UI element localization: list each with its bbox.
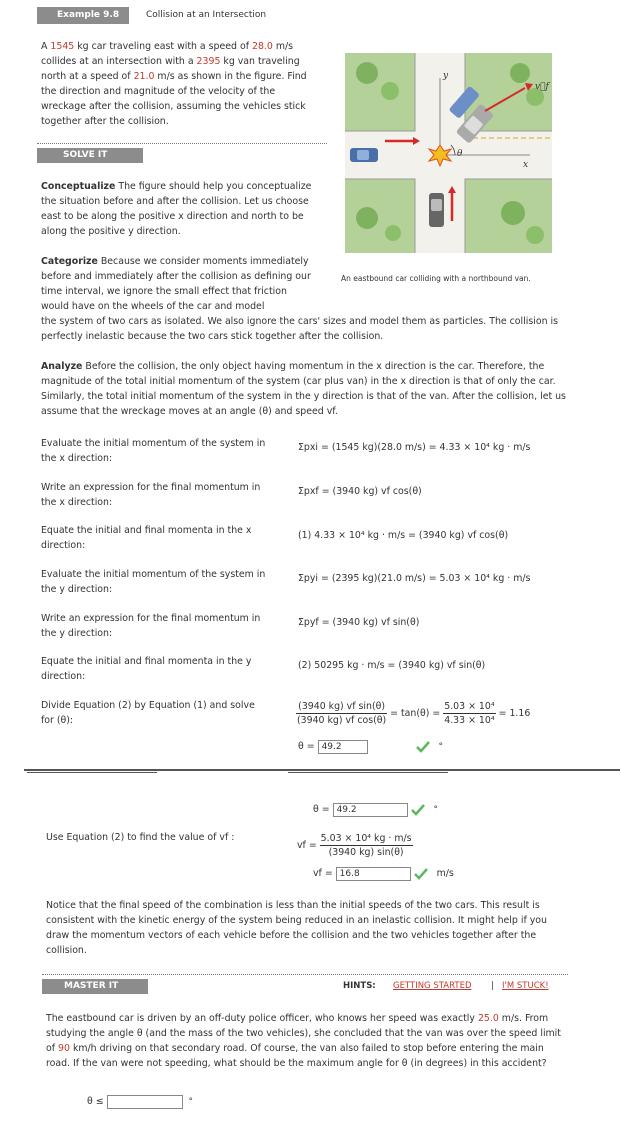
figure-label-vf: v⃗f [535, 82, 549, 92]
hints-label: HINTS: [343, 981, 376, 991]
figure-label-theta: θ [457, 149, 463, 159]
categorize-text-a: Categorize Because we consider moments immediately before and immediately after the collision as defining our time interval, we ignore the small effect that friction would have on the wheels of the car and model [41, 256, 311, 312]
master-it-label: MASTER IT [42, 979, 148, 994]
vf-answer-row: vf = 16.8 m/s [313, 868, 454, 879]
check-icon [414, 868, 428, 880]
solve-it-label: SOLVE IT [37, 148, 143, 163]
theta-input[interactable]: 49.2 [318, 740, 368, 754]
step-equation: (2) 50295 kg · m/s = (3940 kg) vf sin(θ) [298, 660, 486, 671]
collision-figure [345, 53, 552, 253]
step-equation: Σpyf = (3940 kg) vf sin(θ) [298, 617, 420, 628]
step-label: Evaluate the initial momentum of the system in the y direction: [41, 569, 266, 595]
problem-text: A 1545 kg car traveling east with a speed of 28.0 m/s collides at an intersection with a 2395 kg van traveling north at a speed of 21.0 m/s as shown in the figure. Find the direction and magnitude of the velocity of the wreckage after the collision, assuming the vehicles stick together after the collision. [41, 41, 307, 127]
master-answer-input[interactable] [107, 1095, 183, 1109]
theta-repeat-row: θ = 49.2 ° [313, 804, 439, 815]
check-icon [416, 741, 430, 753]
step-label: Write an expression for the final momentum in the y direction: [41, 613, 261, 639]
step-equation: Σpxf = (3940 kg) vf cos(θ) [298, 486, 422, 497]
categorize-text-b: the system of two cars as isolated. We also ignore the cars' sizes and model them as particles. The collision is perfectly inelastic because the two cars stick together after the collision. [41, 316, 558, 342]
step-equation: Σpxi = (1545 kg)(28.0 m/s) = 4.33 × 10⁴ kg · m/s [298, 442, 531, 453]
hints-separator: | [491, 981, 494, 991]
divide-equation: $\frac{\text{(3940 kg) vf sin(θ)}}{\text{(3940 kg) vf cos(θ)}}$ = tan(θ) = $\frac{\text{5.03 × 10⁴}}{\text{4.33 × 10⁴}}$ = 1.16 [297, 701, 531, 726]
notice-text: Notice that the final speed of the combination is less than the initial speeds of the two cars. This result is consistent with the kinetic energy of the system being reduced in an inelastic collision. It might help if you draw the momentum vectors of each vehicle before the collision and the two vehicles together after the collision. [46, 900, 547, 956]
example-label: Example 9.8 [37, 7, 129, 24]
im-stuck-link[interactable]: I'M STUCK! [502, 981, 549, 991]
section-separator [24, 769, 620, 771]
master-it-text: The eastbound car is driven by an off-duty police officer, who knows her speed was exactly 25.0 m/s. From studying the angle θ (and the mass of the two vehicles), she concluded that the van was over the speed limit of 90 km/h driving on that secondary road. Of course, the van also failed to stop before entering the main road. If the van were not speeding, what should be the maximum angle for θ (in degrees) in this accident? [46, 1013, 561, 1069]
figure-label-x: x [523, 160, 529, 170]
conceptualize-text: Conceptualize The figure should help you conceptualize the situation before and after the collision. Let us choose east to be along the positive x direction and north to be along the positive y direction. [41, 181, 312, 237]
step-equation: Σpyi = (2395 kg)(21.0 m/s) = 5.03 × 10⁴ kg · m/s [298, 573, 531, 584]
step-label: Divide Equation (2) by Equation (1) and solve for (θ): [41, 700, 255, 726]
step-label: Equate the initial and final momenta in the x direction: [41, 525, 252, 551]
getting-started-link[interactable]: GETTING STARTED [393, 981, 472, 991]
step-label: Write an expression for the final momentum in the x direction: [41, 482, 261, 508]
example-title: Collision at an Intersection [146, 10, 267, 20]
figure-label-y: y [443, 71, 449, 81]
theta-answer-row: θ = 49.2 ° [298, 741, 444, 752]
check-icon [411, 804, 425, 816]
analyze-text: Analyze Before the collision, the only object having momentum in the x direction is the car. Therefore, the magnitude of the total initial momentum of the system (car plus van) in the x direction is that of only the car. Similarly, the total initial momentum of the system in the y direction is that of the van. After the collision, let us assume that the wreckage moves at an angle (θ) and speed vf. [41, 361, 566, 417]
vf-input[interactable]: 16.8 [336, 867, 411, 881]
step-label: Equate the initial and final momenta in the y direction: [41, 656, 252, 682]
vf-equation: vf = $\frac{\text{5.03 × 10⁴ kg · m/s}}{(3940 kg) \sin(\theta)}$ [297, 833, 412, 858]
step-label: Evaluate the initial momentum of the system in the x direction: [41, 438, 266, 464]
master-answer-row: θ ≤ ° [87, 1096, 194, 1107]
use-equation-label: Use Equation (2) to find the value of vf : [46, 832, 235, 843]
theta-input-2[interactable]: 49.2 [333, 803, 408, 817]
figure-caption: An eastbound car colliding with a northbound van. [341, 274, 531, 283]
step-equation: (1) 4.33 × 10⁴ kg · m/s = (3940 kg) vf cos(θ) [298, 530, 509, 541]
